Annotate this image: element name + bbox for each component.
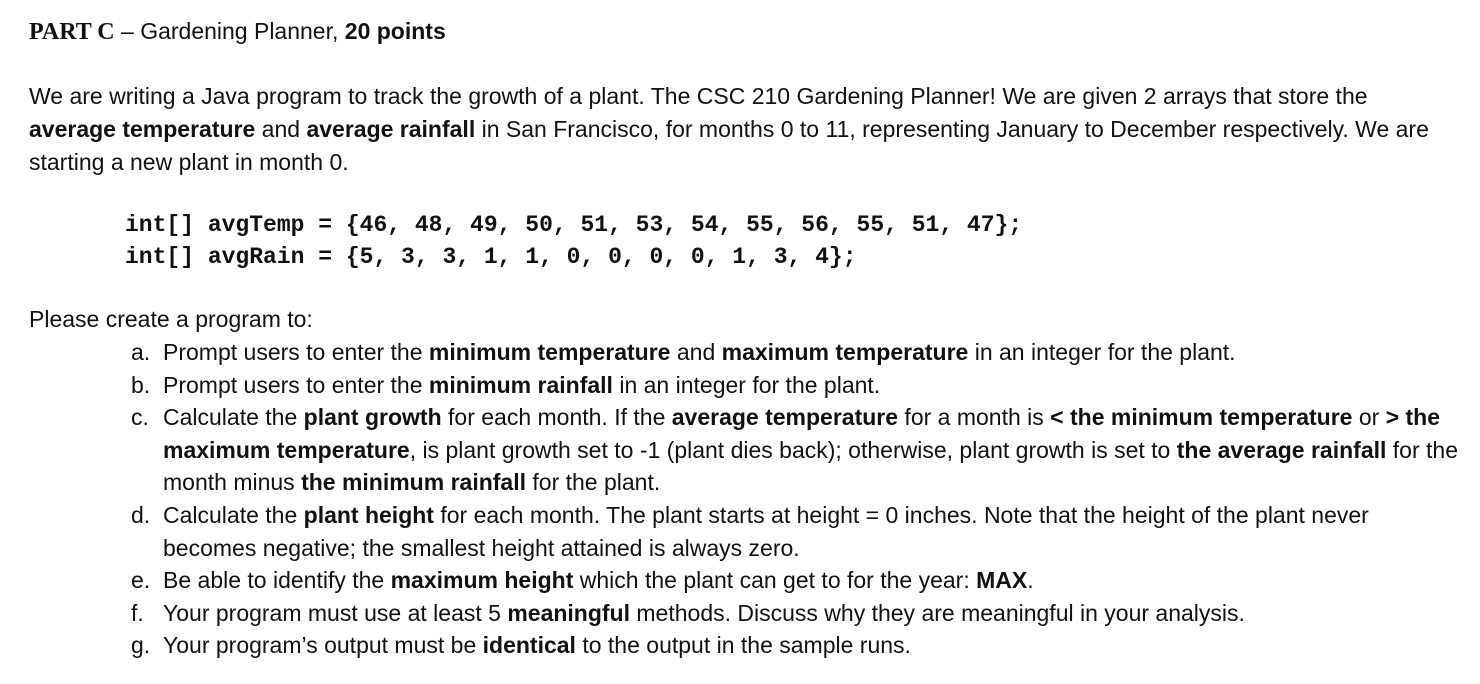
task-item-c xyxy=(131,401,1469,499)
intro-text: and xyxy=(255,116,307,142)
task-marker: d. xyxy=(131,501,151,528)
task-marker: a. xyxy=(131,339,151,365)
task-text: Your program must use at least 5 meaningful methods. Discuss why they are meaningful in your analysis. xyxy=(163,599,1245,626)
task-marker: c. xyxy=(131,404,149,431)
task-text: Be able to identify the maximum height which the plant can get to for the year: MAX. xyxy=(163,567,1034,594)
heading-points: 20 points xyxy=(344,18,446,44)
part-label: PART C xyxy=(29,19,115,45)
task-list xyxy=(29,336,1469,662)
task-item-d xyxy=(131,499,1469,564)
intro-bold-avg-temp: average temperature xyxy=(29,116,256,142)
document-page xyxy=(29,14,1469,662)
task-marker: e. xyxy=(131,567,151,594)
intro-text: We are writing a Java program to track the growth of a plant. The CSC 210 Gardening Planner! We are given 2 arrays that store the xyxy=(29,83,1368,109)
task-item-b xyxy=(131,369,1469,402)
task-item-e xyxy=(131,564,1469,597)
code-block xyxy=(125,209,1469,273)
intro-bold-avg-rain: average rainfall xyxy=(306,116,476,142)
task-prompt: Please create a program to: xyxy=(29,306,313,332)
heading-separator: – xyxy=(114,18,141,44)
task-text: Calculate the plant height for each month. The plant starts at height = 0 inches. Note that the height of the plant never becomes negative; the smallest height attained is always zero. xyxy=(163,501,1369,561)
task-item-g xyxy=(131,629,1469,662)
code-line-avg-temp: int[] avgTemp = {46, 48, 49, 50, 51, 53, 54, 55, 56, 55, 51, 47}; xyxy=(125,212,1023,238)
task-marker: f. xyxy=(131,599,144,626)
heading-title: Gardening Planner, xyxy=(140,18,345,44)
task-marker: g. xyxy=(131,632,151,659)
task-text: Calculate the plant growth for each month. If the average temperature for a month is < the minimum temperature or > the maximum temperature, is plant growth set to -1 (plant dies back); otherwise, plant growth is set to the average rainfall for the month minus the minimum rainfall for the plant. xyxy=(163,404,1458,496)
section-heading xyxy=(29,14,1469,49)
intro-paragraph xyxy=(29,80,1454,179)
task-text: Prompt users to enter the minimum rainfall in an integer for the plant. xyxy=(163,371,881,398)
task-text: Your program’s output must be identical to the output in the sample runs. xyxy=(163,632,911,659)
task-marker: b. xyxy=(131,371,151,398)
task-text: Prompt users to enter the minimum temperature and maximum temperature in an integer for the plant. xyxy=(163,339,1236,365)
task-item-f xyxy=(131,597,1469,630)
intro-text: in San Francisco, for months 0 to 11, representing January to December respectively. We are starting a new plant in month 0. xyxy=(29,116,1429,175)
code-line-avg-rain: int[] avgRain = {5, 3, 3, 1, 1, 0, 0, 0, 0, 1, 3, 4}; xyxy=(125,244,857,270)
task-item-a xyxy=(131,336,1469,369)
